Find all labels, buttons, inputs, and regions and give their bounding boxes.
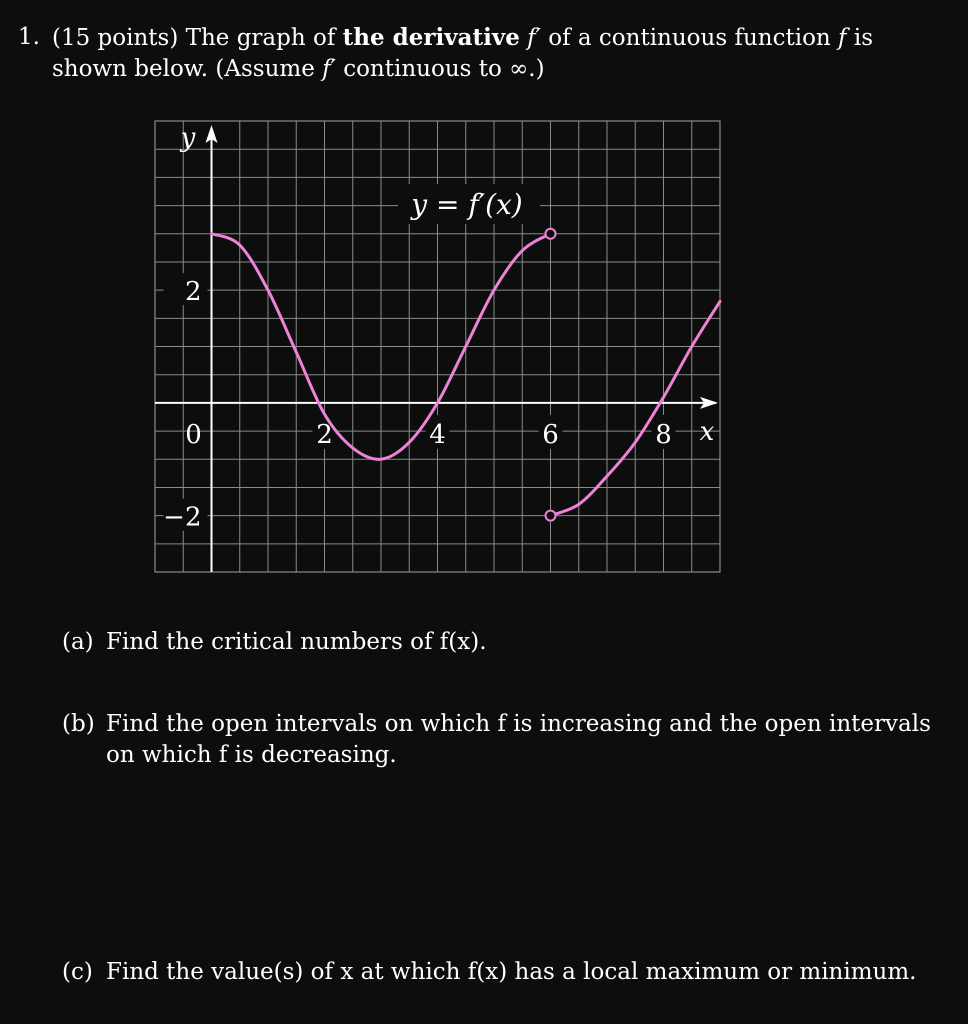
open-endpoint xyxy=(546,511,556,521)
part-b-label: (b) xyxy=(62,711,95,737)
x-axis-label: x xyxy=(699,417,715,447)
part-c-text: Find the value(s) of x at which f(x) has a local maximum or minimum. xyxy=(106,959,917,985)
problem-fprime-2: f′ xyxy=(322,56,336,82)
y-axis-label: y xyxy=(180,123,196,153)
problem-fprime: f′ xyxy=(527,25,541,51)
part-c xyxy=(62,957,932,988)
problem-text-4: continuous to ∞.) xyxy=(343,56,545,82)
problem-bold-text: the derivative xyxy=(342,24,520,51)
open-endpoint xyxy=(546,229,556,239)
x-tick-label: 0 xyxy=(185,419,202,450)
y-tick-label: 2 xyxy=(184,277,202,308)
part-a xyxy=(62,627,932,658)
problem-text-2: of a continuous function xyxy=(548,25,831,51)
y-tick-label: −2 xyxy=(163,502,202,533)
part-a-label: (a) xyxy=(62,629,94,655)
part-a-text: Find the critical numbers of f(x). xyxy=(106,629,487,655)
x-tick-label: 6 xyxy=(542,419,559,450)
part-b xyxy=(62,709,934,771)
part-c-label: (c) xyxy=(62,959,93,985)
problem-text-1: The graph of xyxy=(185,25,336,51)
problem-f: f xyxy=(838,25,847,51)
x-tick-label: 8 xyxy=(655,419,672,450)
curve-label: y = f′(x) xyxy=(411,188,523,221)
part-b-text: Find the open intervals on which f is increasing and the open intervals on which f is decreasing. xyxy=(106,711,931,768)
problem-text-3: is shown below. (Assume xyxy=(52,25,874,82)
problem-points: (15 points) xyxy=(52,25,179,51)
problem-number: 1. xyxy=(18,24,40,50)
x-tick-label: 4 xyxy=(429,419,446,450)
x-tick-label: 2 xyxy=(316,419,333,450)
